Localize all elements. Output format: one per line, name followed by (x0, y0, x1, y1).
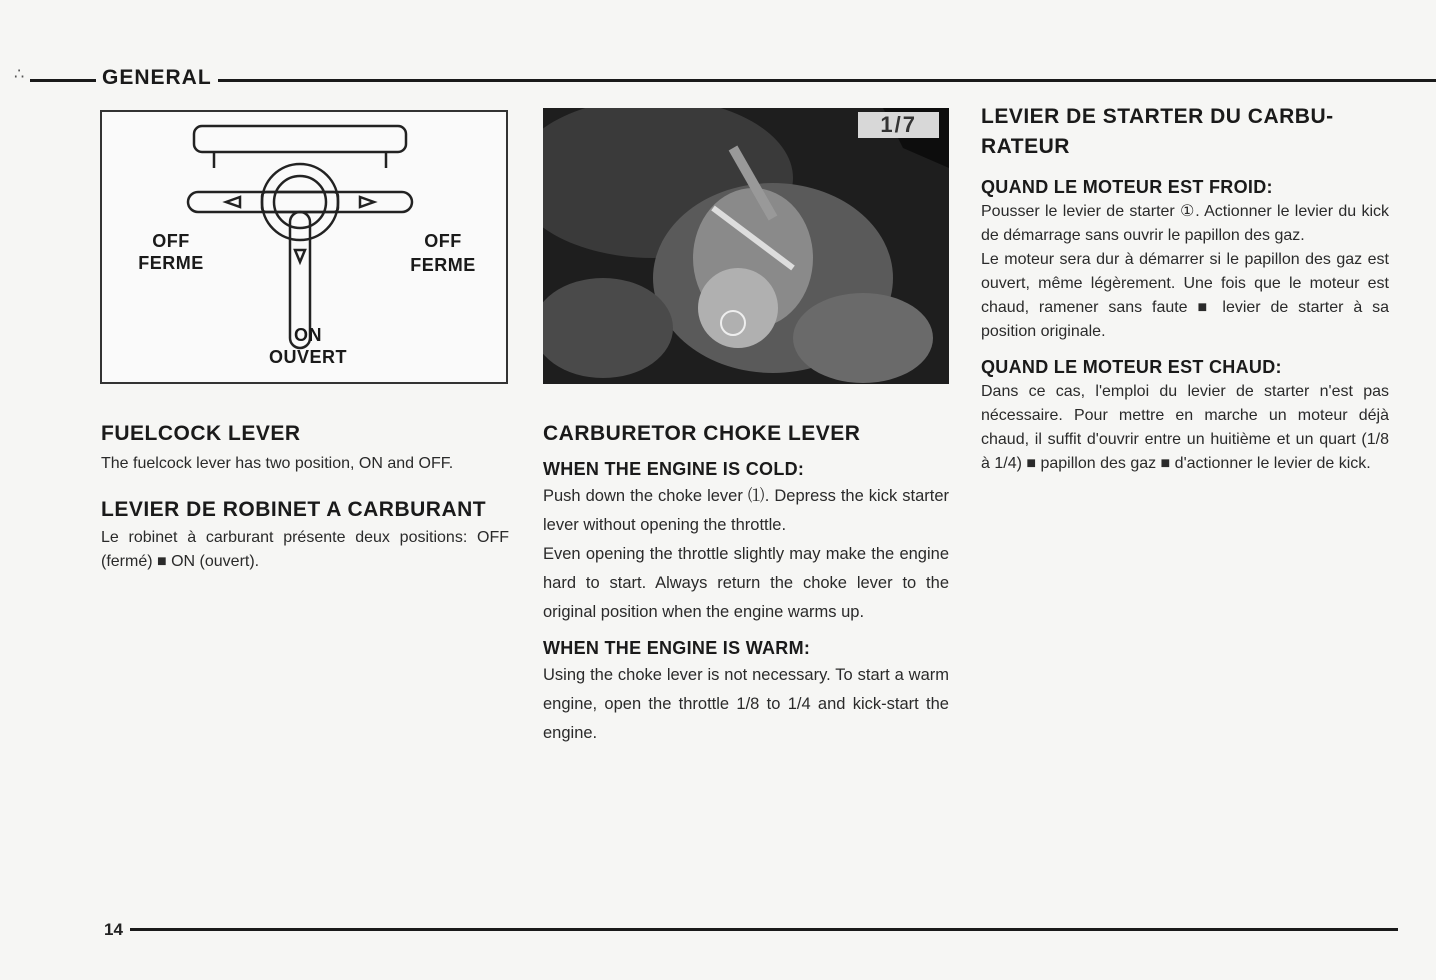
chaud-title: QUAND LE MOTEUR EST CHAUD: (981, 357, 1282, 377)
warm-title: WHEN THE ENGINE IS WARM: (543, 638, 811, 658)
froid-body-1: Pousser le levier de starter ①. Actionner le levier du kick de démarrage sans ouvrir le papillon des gaz. (981, 203, 1389, 244)
photo-tag: 1/7 (858, 112, 939, 138)
carburetor-photo (543, 108, 949, 384)
fuelcock-diagram (100, 110, 508, 384)
froid-title: QUAND LE MOTEUR EST FROID: (981, 177, 1273, 197)
diagram-label-right-ferme: FERME (410, 255, 476, 275)
froid-body-2: Le moteur sera dur à démarrer si le papillon des gaz est ouvert, même légèrement. Une fois que le moteur est chaud, ramener sans faute ■ levier de starter à sa position originale. (981, 251, 1389, 340)
diagram-label-left-off: OFF (152, 231, 190, 251)
lever-arm (188, 192, 412, 212)
carburetor-photo-illustration (543, 108, 949, 384)
section-title: GENERAL (96, 66, 218, 90)
diagram-label-ouvert: OUVERT (268, 347, 347, 367)
header-rule (30, 79, 1436, 82)
chaud-body: Dans ce cas, l'emploi du levier de starter n'est pas nécessaire. Pour mettre en marche un moteur déjà chaud, il suffit d'ouvrir entre un huitième et un quart (1/8 à 1/4) ■ papillon des gaz ■ d'actionner le levier de kick. (981, 383, 1389, 472)
robinet-title: LEVIER DE ROBINET A CARBURANT (101, 498, 487, 521)
fuel-tank-outline (194, 126, 406, 152)
cold-title: WHEN THE ENGINE IS COLD: (543, 459, 805, 479)
middle-column (543, 420, 949, 748)
fuelcock-body: The fuelcock lever has two position, ON and OFF. (101, 455, 454, 472)
warm-body: Using the choke lever is not necessary. To start a warm engine, open the throttle 1/8 to 1/4 and kick-start the engine. (543, 666, 949, 742)
starter-title: LEVIER DE STARTER DU CARBU-RATEUR (981, 105, 1334, 158)
fuelcock-title: FUELCOCK LEVER (101, 422, 301, 445)
page-number: 14 (104, 920, 127, 940)
corner-mark: ∴ (14, 66, 25, 83)
diagram-label-on: ON (294, 325, 322, 345)
choke-title: CARBURETOR CHOKE LEVER (543, 422, 861, 445)
footer-rule (130, 928, 1398, 931)
right-column (981, 102, 1389, 476)
left-column (101, 420, 509, 574)
cold-body-1: Push down the choke lever ⑴. Depress the kick starter lever without opening the throttle. (543, 487, 949, 534)
robinet-body: Le robinet à carburant présente deux positions: OFF (fermé) ■ ON (ouvert). (101, 529, 509, 570)
diagram-label-right-off: OFF (424, 231, 462, 251)
diagram-label-left-ferme: FERME (138, 253, 204, 273)
cold-body-2: Even opening the throttle slightly may make the engine hard to start. Always return the choke lever to the original position when the engine warms up. (543, 545, 949, 621)
